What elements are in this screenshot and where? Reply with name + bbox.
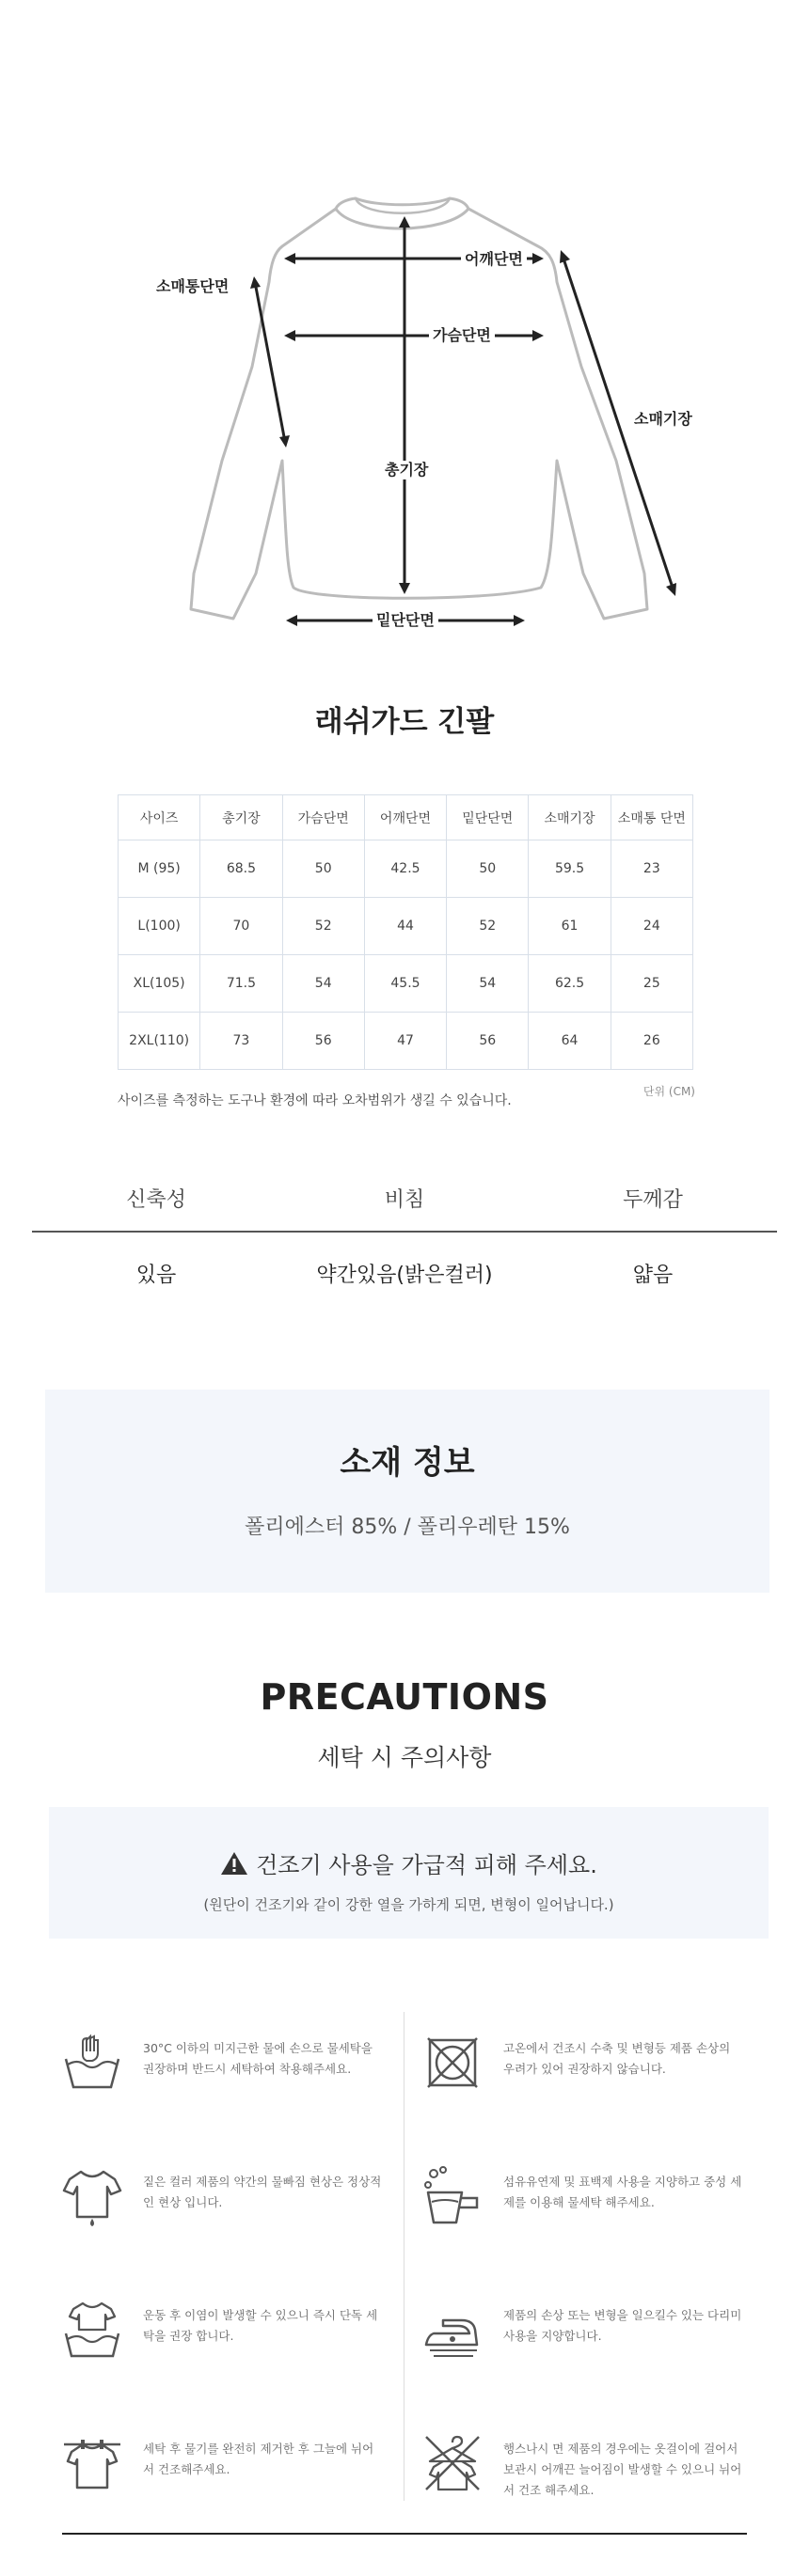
- size-cell: L(100): [119, 898, 200, 955]
- size-cell: 2XL(110): [119, 1013, 200, 1070]
- care-item: [420, 2164, 769, 2228]
- table-cell: 59.5: [529, 840, 611, 898]
- table-cell: 54: [447, 955, 529, 1013]
- size-cell: XL(105): [119, 955, 200, 1013]
- table-cell: 62.5: [529, 955, 611, 1013]
- care-instructions: [49, 2003, 769, 2520]
- unit-label: 단위 (CM): [642, 1085, 695, 1098]
- size-cell: M (95): [119, 840, 200, 898]
- table-cell: 45.5: [364, 955, 446, 1013]
- property-header-sheerness: 비침: [384, 1188, 425, 1212]
- table-cell: 56: [447, 1013, 529, 1070]
- care-text: 세탁 후 물기를 완전히 제거한 후 그늘에 뉘어서 건조해주세요.: [143, 2442, 374, 2476]
- separate-wash-icon: [60, 2298, 124, 2362]
- hang-dry-icon: [60, 2431, 124, 2495]
- bottom-divider: [62, 2533, 747, 2535]
- measurement-diagram: [0, 0, 809, 658]
- size-table-header: 밑단단면: [447, 795, 529, 840]
- care-item: [60, 2298, 408, 2362]
- color-bleed-shirt-icon: [60, 2164, 124, 2228]
- property-value-stretch: 있음: [135, 1264, 177, 1287]
- table-cell: 71.5: [200, 955, 282, 1013]
- table-cell: 50: [282, 840, 364, 898]
- detergent-icon: [420, 2164, 484, 2228]
- hand-wash-icon: [60, 2031, 124, 2095]
- care-item: [420, 2298, 769, 2362]
- warning-text: 건조기 사용을 가급적 피해 주세요.: [256, 1852, 597, 1878]
- table-cell: 42.5: [364, 840, 446, 898]
- size-table-header: 소매기장: [529, 795, 611, 840]
- care-text: 고온에서 건조시 수축 및 변형등 제품 손상의 우려가 있어 권장하지 않습니다.: [503, 2041, 731, 2076]
- property-header-thickness: 두께감: [623, 1188, 683, 1212]
- table-cell: 25: [611, 955, 692, 1013]
- no-hanger-icon: [420, 2431, 484, 2495]
- table-cell: 73: [200, 1013, 282, 1070]
- hem-label: 밑단단면: [373, 611, 438, 630]
- table-cell: 26: [611, 1013, 692, 1070]
- sleeve-length-label: 소매기장: [630, 410, 696, 429]
- precautions-subtitle: 세탁 시 주의사항: [317, 1744, 492, 1771]
- chest-label: 가슴단면: [429, 326, 495, 345]
- total-length-label: 총기장: [381, 461, 432, 479]
- care-item: [60, 2431, 408, 2495]
- shoulder-label: 어깨단면: [461, 250, 527, 269]
- table-cell: 23: [611, 840, 692, 898]
- care-text: 섬유유연제 및 표백제 사용을 지양하고 중성 세제를 이용해 물세탁 해주세요.: [503, 2175, 742, 2209]
- table-cell: 52: [447, 898, 529, 955]
- material-info-box: [45, 1390, 769, 1593]
- precautions-title: PRECAUTIONS: [260, 1676, 549, 1718]
- care-text: 행스나시 면 제품의 경우에는 옷걸이에 걸어서 보관시 어깨끈 늘어짐이 발생할 수 있으니 뉘어서 건조 해주세요.: [503, 2442, 742, 2497]
- material-title: 소재 정보: [340, 1444, 475, 1482]
- warning-icon: [220, 1850, 248, 1877]
- care-text: 짙은 컬러 제품의 약간의 물빠짐 현상은 정상적인 현상 입니다.: [143, 2175, 382, 2209]
- property-value-sheerness: 약간있음(밝은컬러): [316, 1264, 493, 1287]
- property-header-stretch: 신축성: [126, 1188, 186, 1212]
- table-cell: 44: [364, 898, 446, 955]
- size-table-header: 어깨단면: [364, 795, 446, 840]
- size-table-header: 가슴단면: [282, 795, 364, 840]
- table-cell: 54: [282, 955, 364, 1013]
- table-cell: 61: [529, 898, 611, 955]
- fabric-properties: [32, 1180, 777, 1298]
- property-value-thickness: 얇음: [632, 1264, 674, 1287]
- table-row: [119, 955, 693, 1013]
- warning-subtext: (원단이 건조기와 같이 강한 열을 가하게 되면, 변형이 일어납니다.): [203, 1896, 614, 1913]
- size-table-header: 사이즈: [119, 795, 200, 840]
- care-item: [60, 2164, 408, 2228]
- sleeve-width-label: 소매통단면: [152, 277, 232, 296]
- care-text: 운동 후 이염이 발생할 수 있으니 즉시 단독 세탁을 권장 합니다.: [143, 2308, 378, 2343]
- low-iron-icon: [420, 2298, 484, 2362]
- table-cell: 24: [611, 898, 692, 955]
- table-cell: 56: [282, 1013, 364, 1070]
- care-text: 30°C 이하의 미지근한 물에 손으로 물세탁을 권장하며 반드시 세탁하여 착용해주세요.: [143, 2041, 373, 2076]
- care-item: [420, 2431, 769, 2501]
- table-cell: 52: [282, 898, 364, 955]
- warning-box: [49, 1807, 769, 1939]
- size-table-header: 소매통 단면: [611, 795, 692, 840]
- table-cell: 68.5: [200, 840, 282, 898]
- material-composition: 폴리에스터 85% / 폴리우레탄 15%: [245, 1516, 570, 1539]
- size-table-header: 총기장: [200, 795, 282, 840]
- table-row: [119, 840, 693, 898]
- no-tumble-dry-icon: [420, 2031, 484, 2095]
- table-cell: 70: [200, 898, 282, 955]
- table-row: [119, 898, 693, 955]
- long-sleeve-shirt-outline: [0, 0, 809, 658]
- table-cell: 64: [529, 1013, 611, 1070]
- table-cell: 50: [447, 840, 529, 898]
- table-row: [119, 1013, 693, 1070]
- care-text: 제품의 손상 또는 변형을 일으킬수 있는 다리미 사용을 지양합니다.: [503, 2308, 742, 2343]
- table-cell: 47: [364, 1013, 446, 1070]
- size-table-header-row: [119, 795, 693, 840]
- measurement-note: 사이즈를 측정하는 도구나 환경에 따라 오차범위가 생길 수 있습니다.: [118, 1093, 512, 1108]
- care-item: [60, 2031, 408, 2095]
- care-item: [420, 2031, 769, 2095]
- size-guide-title: 래쉬가드 긴팔: [314, 705, 495, 739]
- size-table: [118, 794, 693, 1070]
